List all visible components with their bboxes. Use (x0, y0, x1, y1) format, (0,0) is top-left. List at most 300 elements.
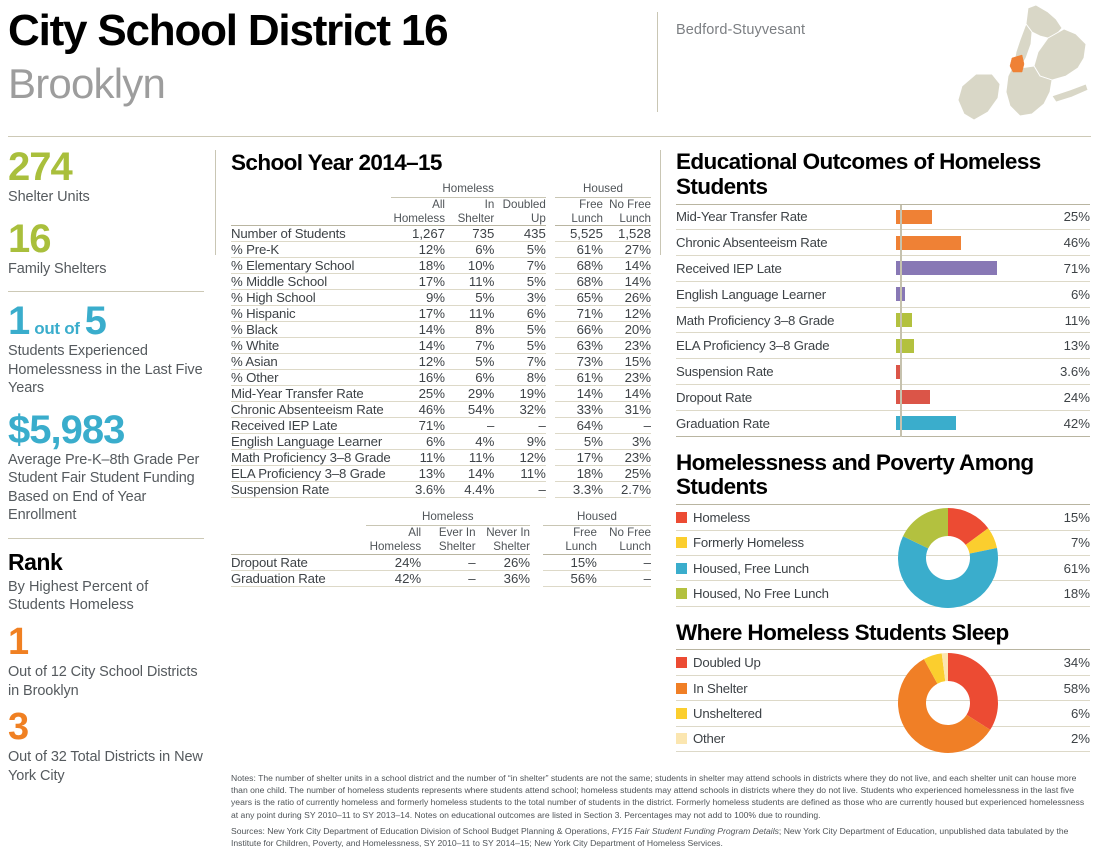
legend-label: Housed, No Free Lunch (693, 586, 829, 602)
table-cell: 19% (494, 386, 546, 402)
row-label: Chronic Absenteeism Rate (231, 402, 391, 418)
legend-label: Unsheltered (693, 705, 762, 721)
table-cell: – (597, 570, 651, 586)
rank-subtitle: By Highest Percent of Students Homeless (8, 578, 149, 614)
row-label: Graduation Rate (231, 570, 366, 586)
table-row (231, 322, 651, 338)
table-cell: 9% (494, 434, 546, 450)
bar-chart-row (676, 230, 1090, 256)
table-cell: – (597, 554, 651, 570)
row-label: % Asian (231, 354, 391, 370)
nyc-boroughs-map-icon (952, 2, 1092, 126)
table-row (231, 450, 651, 466)
table-cell: 5,525 (555, 226, 603, 242)
table-cell: 5% (445, 354, 494, 370)
table-cell: 8% (445, 322, 494, 338)
bar-value: 13% (1063, 338, 1090, 354)
table-cell: 5% (494, 274, 546, 290)
table-cell: 9% (391, 290, 445, 306)
column-gap (546, 242, 555, 258)
legend-swatch-icon (676, 683, 687, 694)
table-cell: 6% (391, 434, 445, 450)
legend-value: 6% (1070, 705, 1090, 721)
sidebar-divider-1 (8, 291, 204, 292)
rank-brooklyn-label: Out of 12 City School Districts in Brooklyn (8, 664, 198, 699)
table-row (231, 466, 651, 482)
funding-value: $5,983 (8, 407, 125, 452)
column-gap (546, 402, 555, 418)
bar-value: 11% (1064, 312, 1090, 328)
table-cell: 5% (555, 434, 603, 450)
bar-value: 25% (1063, 209, 1090, 225)
table-cell: 5% (494, 242, 546, 258)
column-gap (546, 274, 555, 290)
table2-group-header-row (231, 510, 651, 526)
group2-homeless: Homeless (366, 510, 531, 526)
table-cell: 65% (555, 290, 603, 306)
legend-row (676, 676, 1090, 701)
table-cell: 6% (445, 242, 494, 258)
page-header (0, 0, 1099, 128)
bar-label: English Language Learner (676, 286, 826, 302)
table-cell: 6% (445, 370, 494, 386)
table-cell: 2.7% (603, 482, 651, 498)
table-row (231, 274, 651, 290)
table-cell: 10% (445, 258, 494, 274)
table-cell: 18% (391, 258, 445, 274)
table-cell: 14% (603, 274, 651, 290)
bar-track (896, 282, 1038, 307)
table-cell: 36% (476, 570, 530, 586)
legend-row (676, 505, 1090, 530)
row-label: % White (231, 338, 391, 354)
table-cell: – (603, 418, 651, 434)
where-students-sleep-title: Where Homeless Students Sleep (676, 619, 1009, 645)
table-cell: 73% (555, 354, 603, 370)
bar-value: 46% (1063, 235, 1090, 251)
legend-value: 61% (1063, 560, 1090, 576)
table-cell: 66% (555, 322, 603, 338)
legend-row (676, 650, 1090, 675)
table-cell: 26% (476, 554, 530, 570)
group2-housed: Housed (543, 510, 651, 526)
legend-swatch-icon (676, 733, 687, 744)
rank-brooklyn-value: 1 (8, 621, 30, 664)
table-cell: 63% (555, 338, 603, 354)
table-cell: 23% (603, 338, 651, 354)
row-label: Number of Students (231, 226, 391, 242)
homelessness-poverty-section (676, 451, 1090, 607)
page-title: City School District 16 (8, 6, 448, 55)
table-row (231, 554, 651, 570)
school-year-table (231, 182, 651, 498)
col2-never-in-shelter: Never In Shelter (476, 526, 530, 554)
col-doubled-up: Doubled Up (494, 198, 546, 226)
col-free-lunch: Free Lunch (555, 198, 603, 226)
col2-all-homeless: All Homeless (366, 526, 422, 554)
bar-label: Suspension Rate (676, 364, 774, 380)
table-cell: 23% (603, 450, 651, 466)
where-students-sleep-section (676, 621, 1090, 752)
row-label: Received IEP Late (231, 418, 391, 434)
page-subtitle: Brooklyn (8, 60, 166, 107)
table-row (231, 418, 651, 434)
bar-chart-row (676, 205, 1090, 231)
table-row (231, 338, 651, 354)
row-label: % Middle School (231, 274, 391, 290)
neighborhood-label: Bedford-Stuyvesant (676, 22, 806, 38)
table-cell: 17% (391, 306, 445, 322)
table-cell: 25% (603, 466, 651, 482)
funding-label: Average Pre-K–8th Grade Per Student Fair Student Funding Based on End of Year Enrollment (8, 451, 200, 524)
bar-label: Chronic Absenteeism Rate (676, 235, 828, 251)
table-cell: 20% (603, 322, 651, 338)
table-cell: 33% (555, 402, 603, 418)
bar-track (896, 230, 1038, 255)
header-horizontal-rule (8, 136, 1091, 137)
educational-outcomes-bar-chart (676, 204, 1090, 437)
table-cell: 5% (494, 338, 546, 354)
shelter-units-value: 274 (8, 145, 72, 189)
table-cell: 11% (445, 450, 494, 466)
table-cell: – (494, 482, 546, 498)
table-row (231, 370, 651, 386)
table-row (231, 434, 651, 450)
table-cell: 68% (555, 274, 603, 290)
bar-track (896, 256, 1038, 281)
table-cell: 18% (555, 466, 603, 482)
where-students-sleep-legend (676, 649, 1090, 752)
bar-label: Mid-Year Transfer Rate (676, 209, 808, 225)
table-group-header-row (231, 182, 651, 198)
table-cell: 5% (494, 322, 546, 338)
table-cell: 14% (391, 322, 445, 338)
column-gap (546, 290, 555, 306)
table-cell: 16% (391, 370, 445, 386)
row-label: Suspension Rate (231, 482, 391, 498)
sources-post: ; New York City Department of Education, unpublished data tabulated by the Institute for Children, Poverty, and Homelessness, SY 2010–11 to SY 2014–15; New York City Department of Homeless Services. (231, 825, 1069, 849)
graduation-dropout-table-body (231, 554, 651, 586)
table-row (231, 306, 651, 322)
bar-label: Dropout Rate (676, 389, 753, 405)
legend-row (676, 727, 1090, 752)
sources-paragraph (231, 825, 1091, 849)
ratio-numerator: 1 (8, 299, 30, 344)
table-row (231, 226, 651, 242)
family-shelters-value: 16 (8, 216, 51, 261)
table-cell: 46% (391, 402, 445, 418)
homelessness-poverty-title: Homelessness and Poverty Among Students (676, 449, 1034, 500)
legend-value: 58% (1063, 680, 1090, 696)
bar-track (896, 359, 1038, 384)
table-row (231, 482, 651, 498)
table-cell: 12% (603, 306, 651, 322)
table-cell: 7% (494, 258, 546, 274)
table-cell: 31% (603, 402, 651, 418)
notes-body: The number of shelter units in a school district and the number of “in shelter” students are not the same; students in shelter may attend schools in districts where they do not live, and each shelter unit can house more than one child. The number of homeless students represents where students attend school; homeless students may attend schools in districts where they do not live. Students who experienced homelessness in the last five years is the ratio of currently homeless and formerly homeless students to the total number of students in the district. Formerly homeless students are defined as those who are currently housed but experienced homelessness at any point during SY 2010–11 to SY 2013–14. Notes on educational outcomes are listed in Section 3. Percentages may not add to 100% due to rounding. (231, 773, 1085, 820)
legend-value: 2% (1070, 731, 1090, 747)
family-shelters-label: Family Shelters (8, 260, 107, 277)
stat-average-funding (8, 407, 204, 525)
stat-students-experienced-homelessness (8, 299, 204, 398)
table-cell: 14% (445, 466, 494, 482)
row-label: % Pre-K (231, 242, 391, 258)
col-no-free-lunch: No Free Lunch (603, 198, 651, 226)
table-cell: 24% (366, 554, 422, 570)
table2-column-header-row (231, 526, 651, 554)
table-row (231, 386, 651, 402)
table-row (231, 290, 651, 306)
table-cell: 12% (391, 354, 445, 370)
table-cell: – (421, 570, 475, 586)
bar-chart-row (676, 333, 1090, 359)
table-cell: 17% (391, 274, 445, 290)
right-vertical-divider (660, 150, 661, 255)
table-row (231, 242, 651, 258)
group-homeless: Homeless (391, 182, 546, 198)
bar-chart-row (676, 282, 1090, 308)
row-label: % Hispanic (231, 306, 391, 322)
table-cell: 11% (445, 306, 494, 322)
bar-value: 24% (1063, 389, 1090, 405)
table-cell: 12% (494, 450, 546, 466)
table-cell: 3% (494, 290, 546, 306)
bar-label: Math Proficiency 3–8 Grade (676, 312, 835, 328)
table-cell: 11% (445, 274, 494, 290)
table-cell: 6% (494, 306, 546, 322)
outcomes-table-wrap (231, 510, 651, 586)
bar-chart-axis-line (900, 205, 902, 437)
legend-label: Homeless (693, 509, 751, 525)
table-cell: 1,267 (391, 226, 445, 242)
legend-swatch-icon (676, 588, 687, 599)
bar-value: 42% (1063, 415, 1090, 431)
table-cell: 7% (494, 354, 546, 370)
table-cell: – (421, 554, 475, 570)
right-column (676, 150, 1090, 752)
table-cell: 61% (555, 370, 603, 386)
donut-chart (896, 506, 1000, 610)
column-gap (546, 306, 555, 322)
row-label: % Other (231, 370, 391, 386)
table-cell: 71% (555, 306, 603, 322)
row-label: % Black (231, 322, 391, 338)
table-cell: 7% (445, 338, 494, 354)
table-cell: 4% (445, 434, 494, 450)
group-housed: Housed (555, 182, 651, 198)
ratio-denominator: 5 (84, 299, 106, 344)
legend-label: In Shelter (693, 680, 748, 696)
row-label: % Elementary School (231, 258, 391, 274)
legend-label: Formerly Homeless (693, 535, 804, 551)
legend-label: Housed, Free Lunch (693, 560, 809, 576)
table-cell: 435 (494, 226, 546, 242)
bar-track (896, 411, 1038, 436)
bar-value: 71% (1063, 260, 1090, 276)
rank-citywide-label: Out of 32 Total Districts in New York City (8, 749, 203, 784)
column-gap (546, 482, 555, 498)
bar-value: 6% (1070, 286, 1090, 302)
bar-track (896, 205, 1038, 230)
table-cell: 8% (494, 370, 546, 386)
legend-value: 15% (1063, 509, 1090, 525)
table-cell: 25% (391, 386, 445, 402)
table-cell: 3.6% (391, 482, 445, 498)
table-cell: 23% (603, 370, 651, 386)
table-cell: 11% (494, 466, 546, 482)
legend-value: 7% (1070, 535, 1090, 551)
donut-slice (948, 653, 998, 730)
col2-no-free-lunch: No Free Lunch (597, 526, 651, 554)
sidebar-divider-2 (8, 538, 204, 539)
table-cell: 61% (555, 242, 603, 258)
legend-swatch-icon (676, 708, 687, 719)
table-cell: 15% (543, 554, 597, 570)
bar-value: 3.6% (1059, 364, 1090, 380)
table-cell: 42% (366, 570, 422, 586)
homelessness-poverty-legend (676, 504, 1090, 607)
bar-label: ELA Proficiency 3–8 Grade (676, 338, 830, 354)
table-cell: 5% (445, 290, 494, 306)
legend-swatch-icon (676, 537, 687, 548)
table-cell: 4.4% (445, 482, 494, 498)
shelter-units-label: Shelter Units (8, 189, 90, 205)
row-label: Mid-Year Transfer Rate (231, 386, 391, 402)
column-gap (546, 322, 555, 338)
school-year-section (231, 150, 651, 587)
school-year-title: School Year 2014–15 (231, 150, 442, 175)
bar-chart-row (676, 359, 1090, 385)
center-vertical-divider (215, 150, 216, 255)
bar (896, 236, 961, 250)
graduation-dropout-table (231, 510, 651, 586)
bar-track (896, 385, 1038, 410)
table-row (231, 402, 651, 418)
table-cell: 3% (603, 434, 651, 450)
table-cell: 56% (543, 570, 597, 586)
bar-track (896, 308, 1038, 333)
table-row (231, 354, 651, 370)
legend-label: Doubled Up (693, 655, 761, 671)
legend-swatch-icon (676, 563, 687, 574)
table-cell: 15% (603, 354, 651, 370)
educational-outcomes-section (676, 150, 1090, 437)
sources-pre: New York City Department of Education Division of School Budget Planning & Operations, (264, 825, 612, 836)
column-gap (546, 466, 555, 482)
table-cell: 17% (555, 450, 603, 466)
column-gap (546, 418, 555, 434)
table-cell: 32% (494, 402, 546, 418)
table-cell: 71% (391, 418, 445, 434)
col-in-shelter: In Shelter (445, 198, 494, 226)
table-cell: 68% (555, 258, 603, 274)
rank-section (8, 549, 204, 785)
table-cell: 735 (445, 226, 494, 242)
column-gap (546, 226, 555, 242)
legend-row (676, 531, 1090, 556)
stat-shelter-units (8, 145, 204, 207)
bar (896, 339, 914, 353)
table-cell: 13% (391, 466, 445, 482)
bar-label: Received IEP Late (676, 260, 782, 276)
column-gap (546, 434, 555, 450)
legend-value: 18% (1063, 586, 1090, 602)
legend-swatch-icon (676, 512, 687, 523)
table-cell: 64% (555, 418, 603, 434)
legend-swatch-icon (676, 657, 687, 668)
column-gap (546, 338, 555, 354)
sources-label: Sources: (231, 825, 265, 836)
bar (896, 416, 956, 430)
legend-row (676, 556, 1090, 581)
notes-label: Notes: (231, 773, 256, 783)
row-label: Dropout Rate (231, 554, 366, 570)
ratio-connector: out of (34, 319, 80, 339)
column-gap (546, 258, 555, 274)
table-cell: 3.3% (555, 482, 603, 498)
table-cell: 54% (445, 402, 494, 418)
rank-title: Rank (8, 548, 63, 575)
bar-track (896, 333, 1038, 358)
table-cell: 29% (445, 386, 494, 402)
stat-family-shelters (8, 216, 204, 279)
sidebar-stats (8, 145, 204, 785)
notes-paragraph (231, 772, 1091, 821)
bar-chart-row (676, 256, 1090, 282)
bar (896, 313, 912, 327)
row-label: % High School (231, 290, 391, 306)
donut-chart (896, 651, 1000, 755)
bar (896, 261, 997, 275)
row-label: ELA Proficiency 3–8 Grade (231, 466, 391, 482)
column-gap (546, 370, 555, 386)
bar-chart-row (676, 308, 1090, 334)
row-label: English Language Learner (231, 434, 391, 450)
bar-chart-row (676, 385, 1090, 411)
row-label: Math Proficiency 3–8 Grade (231, 450, 391, 466)
column-gap (546, 450, 555, 466)
table-cell: 26% (603, 290, 651, 306)
table-column-header-row (231, 198, 651, 226)
table-cell: 14% (603, 386, 651, 402)
table-cell: 11% (391, 450, 445, 466)
table-cell: – (445, 418, 494, 434)
column-gap (546, 354, 555, 370)
legend-row (676, 581, 1090, 606)
col2-free-lunch: Free Lunch (543, 526, 597, 554)
ratio-label: Students Experienced Homelessness in the Last Five Years (8, 343, 203, 397)
educational-outcomes-title: Educational Outcomes of Homeless Students (676, 149, 1041, 199)
table-cell: – (494, 418, 546, 434)
col-all-homeless: All Homeless (391, 198, 445, 226)
table-cell: 14% (555, 386, 603, 402)
column-gap (530, 570, 543, 586)
column-gap (530, 554, 543, 570)
header-vertical-divider (657, 12, 658, 112)
rank-citywide-value: 3 (8, 706, 30, 749)
legend-value: 34% (1063, 655, 1090, 671)
table-row (231, 258, 651, 274)
col2-ever-in-shelter: Ever In Shelter (421, 526, 475, 554)
legend-label: Other (693, 731, 725, 747)
table-cell: 12% (391, 242, 445, 258)
column-gap (546, 386, 555, 402)
bar-chart-row (676, 411, 1090, 437)
table-cell: 1,528 (603, 226, 651, 242)
table-cell: 14% (603, 258, 651, 274)
legend-row (676, 701, 1090, 726)
sources-italic-title: FY15 Fair Student Funding Program Details (611, 825, 779, 836)
